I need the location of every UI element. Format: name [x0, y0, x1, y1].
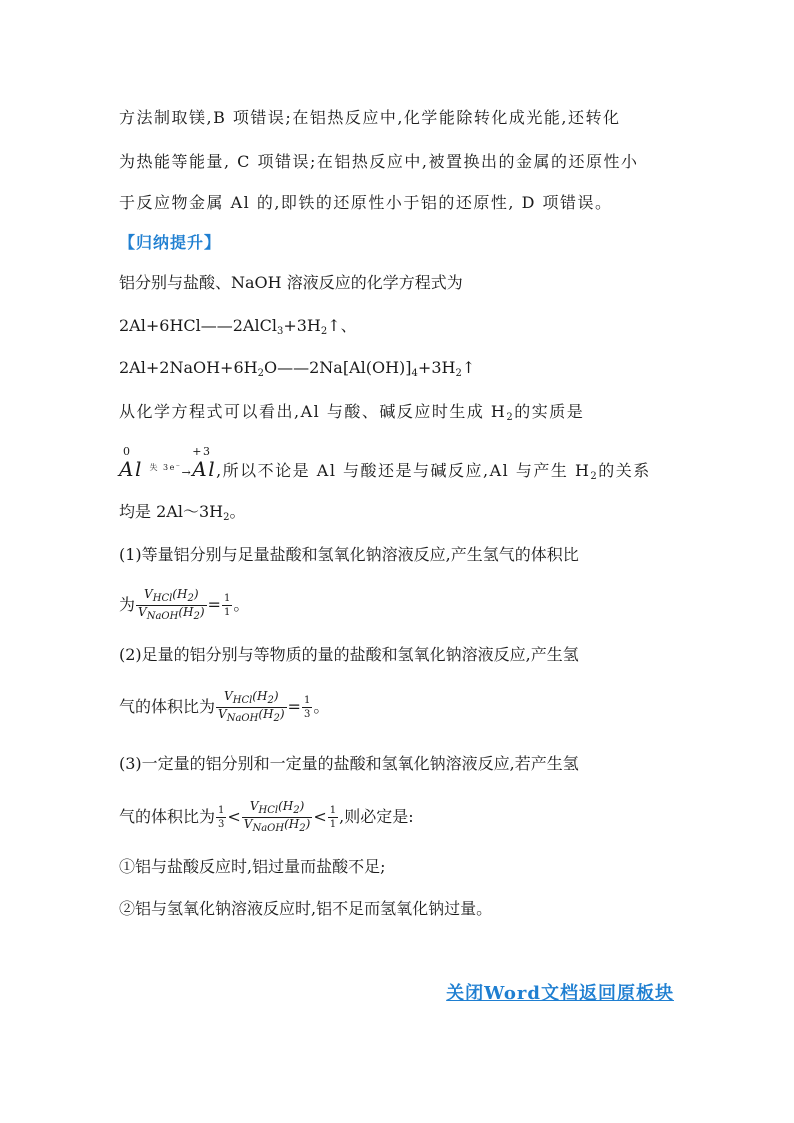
essence-text: 的关系	[598, 461, 651, 480]
sub-naoh: NaOH	[146, 611, 179, 622]
equation-2	[119, 356, 475, 386]
eq1-part: +3H	[283, 316, 321, 335]
less-than-sign: <	[227, 807, 241, 826]
case-1-text: (1)等量铝分别与足量盐酸和氢氧化钠溶液反应,产生氢气的体积比	[119, 545, 579, 564]
upper-denominator: 1	[329, 819, 337, 830]
upper-bound-fraction	[328, 804, 338, 831]
paren: )	[199, 605, 205, 619]
period: 。	[313, 697, 330, 716]
essence-sub: 2	[506, 412, 515, 423]
symbol-v: V	[224, 689, 233, 703]
paren: )	[299, 799, 305, 813]
case-2-prefix: 气的体积比为	[119, 697, 216, 716]
ratio-numerator: 1	[223, 593, 231, 604]
paren: )	[305, 817, 311, 831]
less-than-sign: <	[313, 807, 327, 826]
sub-hcl: HCl	[232, 695, 253, 706]
oxidation-line	[119, 445, 651, 489]
sub-naoh: NaOH	[252, 823, 285, 834]
sub-naoh: NaOH	[226, 713, 259, 724]
eq1-part: 2Al+6HCl	[119, 316, 201, 335]
ratio-fraction	[302, 694, 312, 721]
relation-sub: 2	[223, 512, 230, 523]
case-2-ratio	[119, 690, 329, 725]
volume-fraction	[242, 800, 313, 835]
sub-2: 2	[193, 611, 200, 622]
symbol-v: V	[138, 605, 147, 619]
eq1-sub: 3	[276, 326, 284, 337]
eq1-part: 2AlCl	[232, 316, 277, 335]
transfer-arrow: →	[181, 466, 193, 479]
relation-text: 均是 2Al～3H	[119, 502, 224, 521]
lower-denominator: 3	[218, 819, 225, 830]
volume-fraction	[216, 690, 287, 725]
electron-transfer-label: 失 3e⁻	[149, 463, 182, 472]
eq2-sub: 2	[257, 368, 264, 379]
essence-text: ,所以不论是 Al 与酸还是与碱反应,Al 与产生 H	[216, 461, 591, 480]
eq2-arrow: ↑	[461, 358, 476, 377]
case-2-text: (2)足量的铝分别与等物质的量的盐酸和氢氧化钠溶液反应,产生氢	[119, 645, 579, 664]
summary-intro: 铝分别与盐酸、NaOH 溶液反应的化学方程式为	[119, 273, 463, 292]
equals-sign: =	[207, 595, 221, 614]
al-right-symbol: Al	[192, 457, 217, 481]
paren: )	[193, 587, 199, 601]
eq2-part: 2Al+2NaOH+6H	[119, 358, 258, 377]
equation-1	[119, 314, 357, 344]
essence-sub: 2	[590, 471, 599, 482]
sub-hcl: HCl	[258, 805, 279, 816]
eq1-arrow: ↑、	[327, 316, 357, 335]
upper-numerator: 1	[329, 805, 337, 816]
fraction-numerator	[242, 800, 313, 818]
eq2-part: 2Na[Al(OH)]	[309, 358, 412, 377]
volume-fraction	[136, 588, 207, 623]
paragraph-line-1: 方法制取镁,B 项错误;在铝热反应中,化学能除转化成光能,还转化	[119, 108, 621, 127]
equals-sign: =	[287, 697, 301, 716]
summary-heading: 【归纳提升】	[119, 233, 222, 252]
case-3-item-2: ②铝与氢氧化钠溶液反应时,铝不足而氢氧化钠过量。	[119, 899, 493, 918]
essence-text: 的实质是	[514, 402, 585, 421]
oxidation-state-right: +3	[192, 445, 212, 458]
lower-numerator: 1	[218, 805, 225, 816]
paren: (H	[278, 799, 294, 813]
oxidation-state-left: 0	[123, 445, 132, 458]
al-left-symbol: Al	[119, 457, 143, 481]
sub-2: 2	[293, 805, 300, 816]
sub-2: 2	[299, 823, 306, 834]
symbol-v: V	[218, 707, 227, 721]
symbol-v: V	[144, 587, 153, 601]
fraction-denominator	[242, 818, 313, 835]
case-3-suffix: ,则必定是:	[339, 807, 414, 826]
case-3-text: (3)一定量的铝分别和一定量的盐酸和氢氧化钠溶液反应,若产生氢	[119, 754, 579, 773]
ratio-fraction	[222, 592, 232, 619]
symbol-v: V	[249, 799, 259, 813]
relation-line	[119, 500, 245, 530]
ratio-numerator: 1	[303, 695, 311, 706]
case-3-ratio	[119, 800, 414, 835]
case-3-item-1: ①铝与盐酸反应时,铝过量而盐酸不足;	[119, 857, 386, 876]
lower-bound-fraction	[216, 804, 226, 831]
case-1-prefix: 为	[119, 595, 136, 614]
sub-2: 2	[273, 713, 280, 724]
paren: )	[279, 707, 285, 721]
case-3-prefix: 气的体积比为	[119, 807, 216, 826]
eq2-sub: 2	[455, 368, 462, 379]
period: 。	[233, 595, 250, 614]
sub-hcl: HCl	[152, 593, 173, 604]
essence-text: 从化学方程式可以看出,Al 与酸、碱反应时生成 H	[119, 402, 507, 421]
al-right	[192, 445, 217, 481]
paren: )	[273, 689, 279, 703]
sub-2: 2	[267, 695, 274, 706]
eq2-part: +3H	[417, 358, 456, 377]
case-1-ratio	[119, 588, 249, 623]
essence-line	[119, 400, 584, 430]
ratio-denominator: 3	[303, 709, 311, 720]
eq1-sub: 2	[320, 326, 328, 337]
return-link[interactable]: 关闭Word文档返回原板块	[446, 983, 674, 1004]
eq2-part: O	[263, 358, 278, 377]
eq1-dash: ——	[200, 316, 233, 335]
paren: (H	[284, 817, 300, 831]
relation-text: 。	[229, 502, 246, 521]
fraction-numerator	[216, 690, 287, 708]
paren: (H	[258, 707, 274, 721]
eq2-sub: 4	[411, 368, 418, 379]
al-left	[119, 445, 143, 481]
fraction-denominator	[216, 708, 287, 725]
sub-2: 2	[187, 593, 194, 604]
fraction-numerator	[136, 588, 207, 606]
eq2-dash: ——	[277, 358, 310, 377]
paragraph-line-2: 为热能等能量, C 项错误;在铝热反应中,被置换出的金属的还原性小	[119, 152, 639, 171]
fraction-denominator	[136, 606, 207, 623]
symbol-v: V	[243, 817, 253, 831]
paren: (H	[178, 605, 194, 619]
paragraph-line-3: 于反应物金属 Al 的,即铁的还原性小于铝的还原性, D 项错误。	[119, 193, 613, 212]
paren: (H	[172, 587, 188, 601]
ratio-denominator: 1	[223, 607, 231, 618]
paren: (H	[252, 689, 268, 703]
